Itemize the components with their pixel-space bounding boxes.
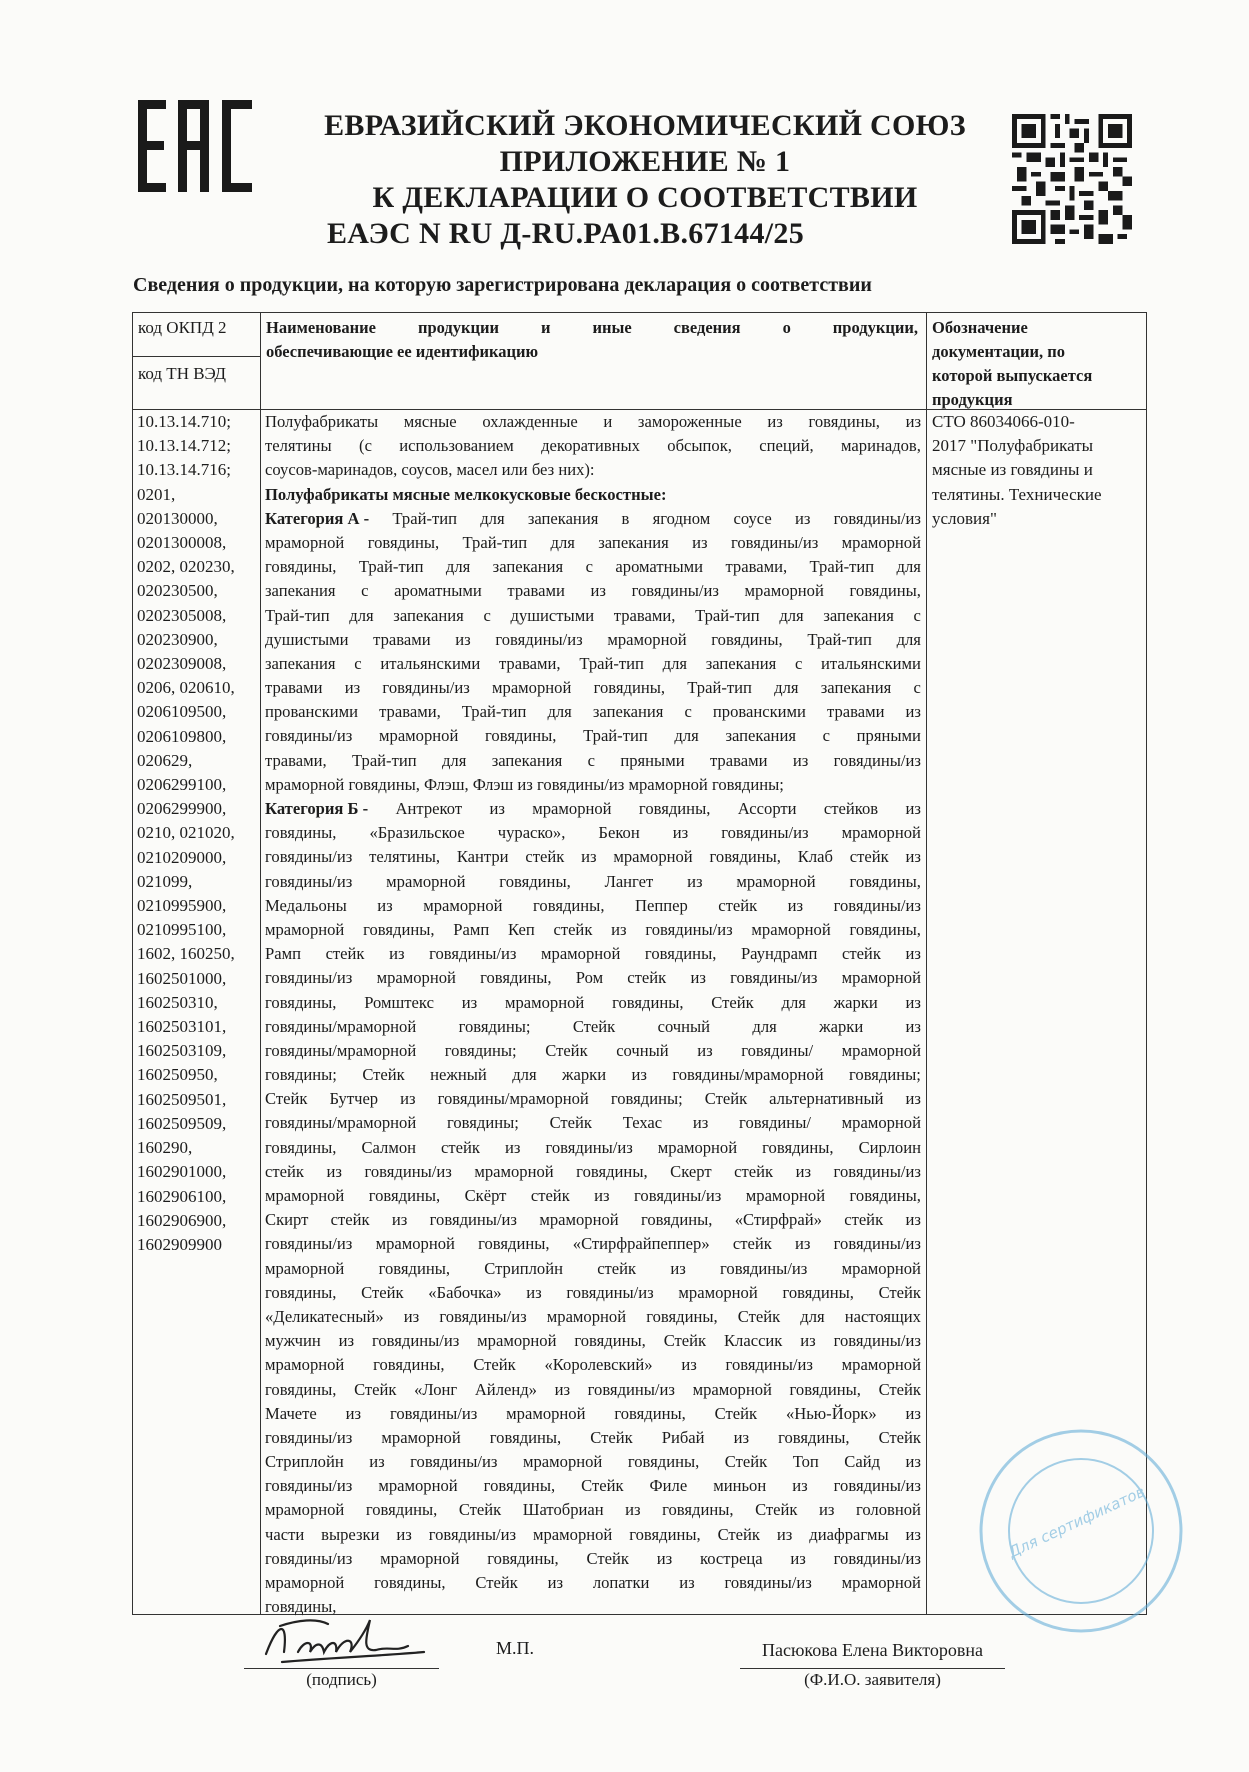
description-line: Категория Б - Антрекот из мраморной говядины, Ассорти стейков из: [265, 799, 921, 818]
products-table: [132, 312, 1147, 1617]
header-titles: [285, 108, 1005, 252]
description-line: говядины/из мраморной говядины, Ром стейк из говядины/из мраморной: [265, 968, 921, 988]
description-line: части вырезки из говядины/из мраморной говядины, Стейк из диафрагмы из: [265, 1524, 921, 1544]
product-code: 0210995100,: [137, 920, 227, 940]
description-line: мраморной говядины, Стейк из лопатки из говядины/из мраморной: [265, 1573, 921, 1592]
product-code: 0206109500,: [137, 702, 227, 722]
certification-stamp: [978, 1428, 1184, 1634]
product-code: 0202, 020230,: [137, 557, 235, 577]
header-okpd: код ОКПД 2: [138, 318, 227, 337]
stamp-text: Для сертификатов: [1005, 1482, 1148, 1562]
description-line: говядины/из мраморной говядины, «Стирфрайпеппер» стейк из говядины/из: [265, 1234, 921, 1254]
header-product-name-line2: обеспечивающие ее идентификацию: [266, 342, 539, 361]
product-code: 160290,: [137, 1138, 193, 1158]
description-line: «Деликатесный» из говядины/из мраморной говядины, Стейк для настоящих: [265, 1306, 921, 1326]
description-line: говядины/мраморной говядины; Стейк Техас из говядины/ мраморной: [265, 1113, 921, 1133]
union-title: ЕВРАЗИЙСКИЙ ЭКОНОМИЧЕСКИЙ СОЮЗ: [324, 109, 966, 142]
description-line: телятины (с использованием декоративных обсыпок, специй, маринадов,: [265, 436, 921, 456]
code-header-divider: [132, 356, 260, 357]
documentation-line: мясные из говядины и: [932, 460, 1093, 480]
eac-logo: [138, 100, 253, 192]
header-documentation: [932, 316, 1142, 412]
description-line: мраморной говядины, Скёрт стейк из говядины/из мраморной говядины,: [265, 1186, 921, 1205]
product-code: 1602509501,: [137, 1089, 227, 1109]
header-word: и: [541, 318, 551, 337]
declaration-title: К ДЕКЛАРАЦИИ О СООТВЕТСТВИИ: [372, 181, 918, 214]
documentation-line: телятины. Технические: [932, 484, 1102, 504]
product-code: 021099,: [137, 871, 193, 891]
product-code: 020230500,: [137, 581, 218, 601]
description-line: мраморной говядины, Флэш, Флэш из говядины/из мраморной говядины;: [265, 774, 784, 794]
header-word: сведения: [673, 318, 741, 337]
description-line: говядины, Трай-тип для запекания с ароматными травами, Трай-тип для: [265, 557, 921, 577]
description-line: говядины/из мраморной говядины, Стейк из кострецa из говядины/из: [265, 1548, 921, 1568]
table-border-left: [132, 312, 133, 1614]
header-word: продукции,: [832, 318, 918, 337]
description-line: Стриплойн из говядины/из мраморной говядины, Стейк Топ Сайд из: [265, 1452, 921, 1472]
description-line: мужчин из говядины/из мраморной говядины, Стейк Классик из говядины/из: [265, 1331, 921, 1351]
product-code: 0206299900,: [137, 799, 227, 819]
product-code: 1602909900: [137, 1234, 222, 1254]
product-code: 1602503109,: [137, 1041, 227, 1061]
header-documentation-line: продукция: [932, 390, 1013, 409]
description-line: запекания с итальянскими травами, Трай-тип для запекания с итальянскими: [265, 653, 921, 673]
product-code: 10.13.14.712;: [137, 436, 231, 456]
description-line: говядины,: [265, 1597, 337, 1617]
product-code: 1602, 160250,: [137, 944, 235, 964]
product-code: 0202305008,: [137, 605, 227, 625]
col-divider-2: [926, 312, 927, 1614]
documentation-line: 2017 "Полуфабрикаты: [932, 436, 1094, 456]
product-code: 1602906100,: [137, 1186, 227, 1206]
description-line: Скирт стейк из говядины/из мраморной говядины, «Стирфрай» стейк из: [265, 1210, 921, 1230]
applicant-name-line: [740, 1668, 1005, 1669]
documentation-line: условия": [932, 508, 997, 528]
table-border-right: [1146, 312, 1147, 1614]
header-tnved: код ТН ВЭД: [138, 364, 226, 383]
product-code: 1602906900,: [137, 1210, 227, 1230]
description-line: запекания с ароматными травами из говядины/из мраморной говядины,: [265, 581, 921, 601]
product-code: 160250310,: [137, 992, 218, 1012]
description-line: соусов-маринадов, соусов, масел или без них):: [265, 460, 595, 480]
table-border-top: [132, 312, 1147, 313]
description-line: мраморной говядины, Стейк Шатобриан из говядины, Стейк из головной: [265, 1500, 921, 1520]
description-line: говядины, Ромштекс из мраморной говядины, Стейк для жарки из: [265, 992, 921, 1012]
description-line: говядины/из мраморной говядины, Лангет из мраморной говядины,: [265, 871, 921, 891]
description-line: травами из говядины/из мраморной говядины, Трай-тип для запекания с: [265, 678, 921, 698]
product-code: 0206299100,: [137, 775, 227, 795]
description-line: Полуфабрикаты мясные мелкокусковые бескостные:: [265, 484, 667, 504]
header-product-name-line1: [266, 316, 918, 340]
product-code: 10.13.14.710;: [137, 412, 231, 431]
qr-code-icon: [1012, 114, 1132, 244]
description-line: Трай-тип для запекания с душистыми травами, Трай-тип для запекания с: [265, 605, 921, 625]
description-line: говядины, Стейк «Лонг Айленд» из говядины/из мраморной говядины, Стейк: [265, 1379, 921, 1399]
product-code: 0210209000,: [137, 847, 227, 867]
description-line: травами, Трай-тип для запекания с пряными травами из говядины/из: [265, 750, 921, 770]
header-word: продукции: [417, 318, 500, 337]
product-description: [265, 410, 921, 1619]
appendix-title: ПРИЛОЖЕНИЕ № 1: [499, 145, 791, 178]
header-documentation-line: Обозначение: [932, 318, 1028, 337]
product-codes: [137, 410, 261, 1257]
seal-place-label: М.П.: [496, 1638, 535, 1658]
description-line: говядины/из мраморной говядины, Трай-тип для запекания с пряными: [265, 726, 921, 746]
product-code: 0202309008,: [137, 654, 227, 674]
handwritten-signature: [258, 1612, 428, 1670]
description-line: мраморной говядины, Стриплойн стейк из говядины/из мраморной: [265, 1258, 921, 1278]
signature-line: [244, 1668, 439, 1669]
applicant-name-label: (Ф.И.О. заявителя): [804, 1670, 941, 1689]
description-line: говядины, «Бразильское чураско», Бекон из говядины/из мраморной: [265, 823, 921, 843]
description-line: говядины/мраморной говядины; Стейк сочный из говядины/ мраморной: [265, 1040, 921, 1060]
description-line: говядины, Салмон стейк из говядины/из мраморной говядины, Сирлоин: [265, 1137, 921, 1157]
product-code: 0206, 020610,: [137, 678, 235, 698]
header-documentation-line: которой выпускается: [932, 366, 1093, 385]
description-line: прованскими травами, Трай-тип для запекания с прованскими травами из: [265, 702, 921, 722]
product-code: 10.13.14.716;: [137, 460, 231, 480]
description-line: Рамп стейк из говядины/из мраморной говядины, Раундрамп стейк из: [265, 944, 921, 964]
product-code: 0201,: [137, 484, 176, 504]
description-line: Мачете из говядины/из мраморной говядины, Стейк «Нью-Йорк» из: [265, 1403, 921, 1423]
header-word: Наименование: [266, 318, 376, 337]
documentation-line: СТО 86034066-010-: [932, 412, 1075, 431]
product-code: 1602509509,: [137, 1113, 227, 1133]
product-code: 0206109800,: [137, 726, 227, 746]
description-line: говядины/мраморной говядины; Стейк сочный для жарки из: [265, 1016, 921, 1036]
description-line: мраморной говядины, Стейк «Королевский» из говядины/из мраморной: [265, 1355, 921, 1375]
product-code: 020130000,: [137, 508, 218, 528]
declaration-number: ЕАЭС N RU Д-RU.PA01.B.67144/25: [327, 217, 805, 250]
description-line: говядины/из мраморной говядины, Стейк Филе миньон из говядины/из: [265, 1476, 921, 1496]
header-documentation-lines: [932, 316, 1142, 412]
header-documentation-line: документации, по: [932, 342, 1066, 361]
header-product-name: [266, 316, 918, 364]
description-line: говядины, Стейк «Бабочка» из говядины/из мраморной говядины, Стейк: [265, 1282, 921, 1302]
description-line: Полуфабрикаты мясные охлажденные и замороженные из говядины, из: [265, 412, 921, 431]
product-code: 0201300008,: [137, 533, 227, 553]
product-code: 160250950,: [137, 1065, 218, 1085]
header-word: о: [782, 318, 791, 337]
description-line: говядины/из телятины, Кантри стейк из мраморной говядины, Клаб стейк из: [265, 847, 921, 867]
description-line: говядины/из мраморной говядины, Стейк Рибай из говядины, Стейк: [265, 1427, 921, 1447]
product-code: 020629,: [137, 750, 193, 770]
description-line: Категория А - Трай-тип для запекания в ягодном соусе из говядины/из: [265, 508, 921, 528]
documentation-reference: [932, 410, 1142, 531]
description-line: Стейк Бутчер из говядины/мраморной говядины; Стейк альтернативный из: [265, 1089, 921, 1109]
applicant-name: Пасюкова Елена Викторовна: [762, 1640, 983, 1660]
product-code: 1602503101,: [137, 1017, 227, 1037]
product-code: 0210, 021020,: [137, 823, 235, 843]
description-line: стейк из говядины/из мраморной говядины, Скерт стейк из говядины/из: [265, 1161, 921, 1181]
header-word: иные: [592, 318, 632, 337]
signature-label: (подпись): [306, 1670, 377, 1689]
description-line: мраморной говядины, Рамп Кеп стейк из говядины/из мраморной говядины,: [265, 919, 921, 939]
product-code: 020230900,: [137, 629, 218, 649]
section-subtitle: Сведения о продукции, на которую зарегистрирована декларация о соответствии: [133, 274, 872, 296]
description-line: мраморной говядины, Трай-тип для запекания из говядины/из мраморной: [265, 532, 921, 552]
product-code: 1602501000,: [137, 968, 227, 988]
description-line: Медальоны из мраморной говядины, Пеппер стейк из говядины/из: [265, 895, 921, 915]
product-code: 0210995900,: [137, 896, 227, 916]
description-line: душистыми травами из говядины/из мраморной говядины, Трай-тип для: [265, 629, 921, 649]
description-line: говядины; Стейк нежный для жарки из говядины/мраморной говядины;: [265, 1065, 921, 1085]
product-code: 1602901000,: [137, 1162, 227, 1182]
